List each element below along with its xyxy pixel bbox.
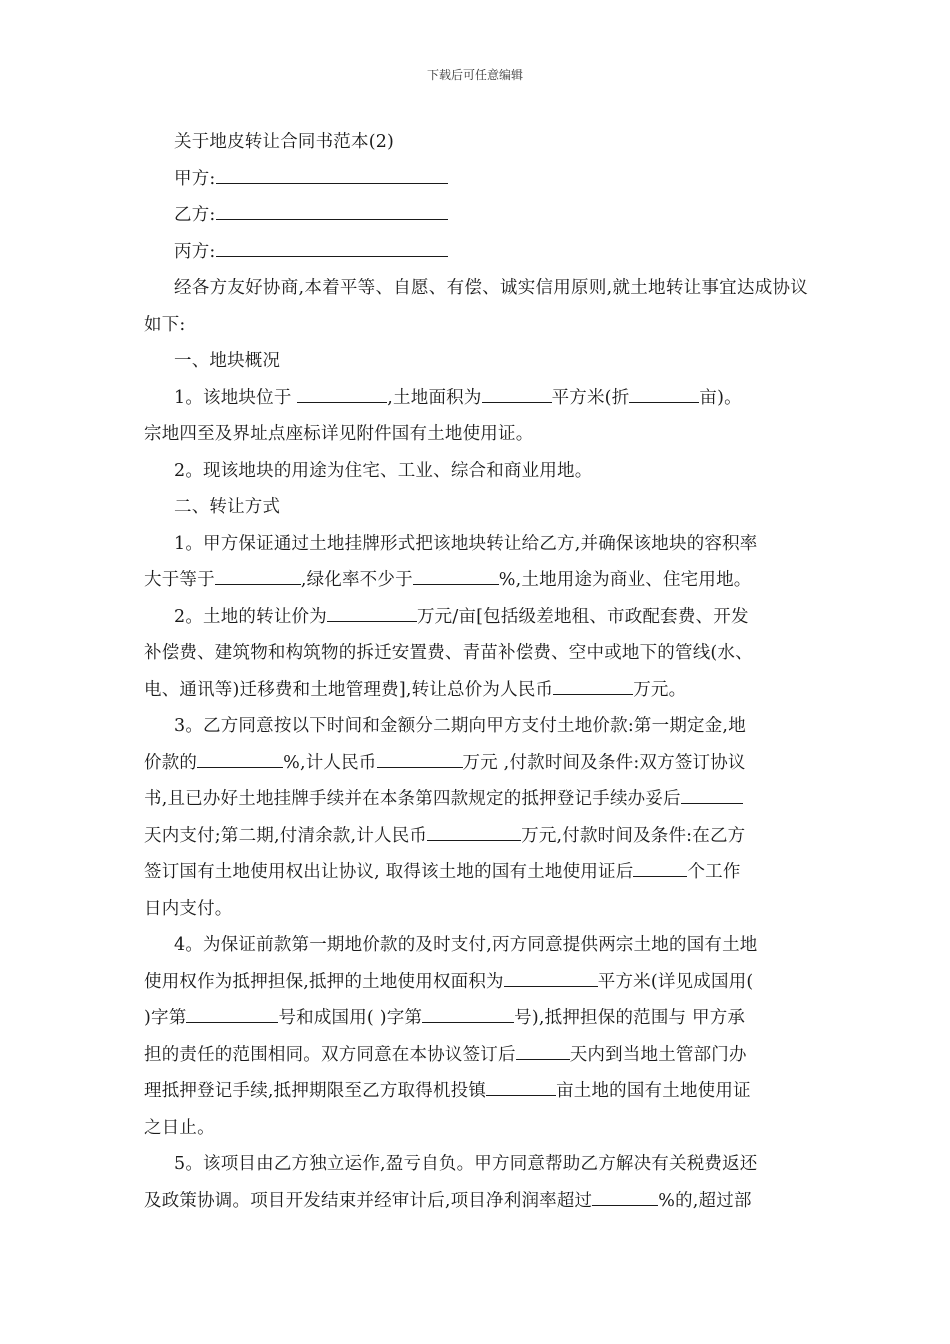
text-run: 理抵押登记手续,抵押期限至乙方取得机投镇	[144, 1081, 487, 1101]
text-run: 签订国有土地使用权出让协议, 取得该土地的国有土地使用证后	[144, 862, 634, 882]
sec2-item4-line5	[144, 1073, 808, 1110]
sec2-item4-line2	[144, 964, 808, 1001]
blank-cert-no-1	[186, 1005, 278, 1023]
text-run: 万元。	[633, 679, 687, 700]
text-run: 使用权作为抵押担保,抵押的土地使用权面积为	[144, 971, 504, 992]
text-run: %,计人民币	[283, 752, 377, 773]
blank-location	[297, 385, 387, 403]
text-run: 万元,付款时间及条件:在乙方	[521, 825, 746, 846]
party-c-label: 丙方:	[174, 241, 216, 262]
sec1-item1-line2: 宗地四至及界址点座标详见附件国有土地使用证。	[144, 424, 534, 444]
blank-cert-no-2	[422, 1005, 514, 1023]
text-run: 万元/亩[包括级差地租、市政配套费、开发	[416, 606, 749, 627]
text-run: ,土地面积为	[387, 387, 482, 408]
text-run: %的,超过部	[658, 1190, 752, 1211]
sec2-item1-line1: 1。甲方保证通过土地挂牌形式把该地块转让给乙方,并确保该地块的容积率	[174, 533, 758, 554]
text-run: 价款的	[144, 752, 198, 773]
party-b-label: 乙方:	[174, 205, 216, 225]
sec2-item2-line3	[144, 672, 808, 709]
document-title: 关于地皮转让合同书范本(2)	[174, 132, 395, 152]
sec2-item4-line1: 4。为保证前款第一期地价款的及时支付,丙方同意提供两宗土地的国有土地	[174, 935, 758, 955]
text-run: )字第	[144, 1008, 187, 1028]
sec2-item3-line3	[144, 781, 808, 818]
blank-work-days	[633, 859, 687, 877]
text-run: 号和成国用( )字第	[278, 1008, 423, 1028]
blank-green-rate	[413, 567, 499, 585]
text-run: 平方米(详见成国用(	[597, 971, 754, 992]
blank-mu	[629, 385, 699, 403]
sec2-item3-line5	[144, 854, 808, 891]
party-b-blank	[216, 202, 448, 220]
sec2-item5-line2	[144, 1183, 808, 1220]
sec2-item4-line6: 之日止。	[144, 1117, 215, 1138]
sec2-item2-line1	[144, 599, 808, 636]
text-run: 书,且已办好土地挂牌手续并在本条第四款规定的抵押登记手续办妥后	[144, 789, 681, 809]
text-run: 2。土地的转让价为	[174, 606, 327, 627]
blank-area	[482, 385, 552, 403]
party-a-label: 甲方:	[174, 168, 216, 189]
party-c-line	[144, 234, 808, 271]
blank-total-price	[553, 677, 633, 695]
section-2-heading: 二、转让方式	[174, 497, 281, 517]
text-run: 1。该地块位于	[174, 387, 298, 408]
party-c-blank	[216, 239, 448, 257]
text-run: 个工作	[687, 862, 741, 882]
text-run: 大于等于	[144, 570, 215, 590]
blank-profit-rate	[592, 1188, 658, 1206]
text-run: 及政策协调。项目开发结束并经审计后,项目净利润率超过	[144, 1190, 593, 1211]
sec1-item2: 2。现该地块的用途为住宅、工业、综合和商业用地。	[174, 460, 593, 481]
party-a-blank	[216, 166, 448, 184]
sec2-item3-line2	[144, 745, 808, 782]
text-run: 万元 ,付款时间及条件:双方签订协议	[462, 752, 746, 773]
text-run: ,绿化率不少于	[300, 570, 413, 590]
blank-mu-count	[486, 1078, 556, 1096]
text-run: 天内支付;第二期,付清余款,计人民币	[144, 825, 428, 846]
text-run: 电、通讯等)迁移费和土地管理费],转让总价为人民币	[144, 679, 554, 700]
sec2-item3-line1: 3。乙方同意按以下时间和金额分二期向甲方支付土地价款:第一期定金,地	[174, 716, 746, 736]
header-note: 下载后可任意编辑	[426, 68, 523, 82]
sec2-item2-line2: 补偿费、建筑物和构筑物的拆迁安置费、青苗补偿费、空中或地下的管线(水、	[144, 643, 753, 663]
sec2-item4-line4	[144, 1037, 808, 1074]
section-1-heading: 一、地块概况	[174, 351, 281, 371]
blank-days-first	[681, 786, 743, 804]
blank-price-per-mu	[327, 604, 417, 622]
blank-plot-ratio	[215, 567, 301, 585]
blank-register-days	[516, 1042, 570, 1060]
text-run: 担的责任的范围相同。双方同意在本协议签订后	[144, 1044, 516, 1065]
intro-paragraph: 经各方友好协商,本着平等、自愿、有偿、诚实信用原则,就土地转让事宜达成协议如下:	[144, 278, 808, 335]
text-run: 亩土地的国有土地使用证	[556, 1081, 751, 1101]
text-run: 亩)。	[699, 387, 742, 408]
text-run: %,土地用途为商业、住宅用地。	[498, 570, 752, 590]
blank-mortgage-area	[504, 969, 598, 987]
text-run: 平方米(折	[551, 387, 630, 408]
blank-deposit-amount	[377, 750, 463, 768]
contract-body	[144, 124, 808, 1219]
sec2-item1-line2	[144, 562, 808, 599]
sec2-item3-line4	[144, 818, 808, 855]
sec1-item1-line1	[144, 380, 808, 417]
text-run: 天内到当地土管部门办	[569, 1044, 747, 1065]
sec2-item5-line1: 5。该项目由乙方独立运作,盈亏自负。甲方同意帮助乙方解决有关税费返还	[174, 1154, 758, 1174]
blank-deposit-percent	[197, 750, 283, 768]
sec2-item4-line3	[144, 1000, 808, 1037]
sec2-item3-line6: 日内支付。	[144, 898, 233, 919]
party-b-line	[144, 197, 808, 234]
party-a-line	[144, 161, 808, 198]
text-run: 号),抵押担保的范围与 甲方承	[514, 1008, 746, 1028]
blank-balance-amount	[427, 823, 521, 841]
